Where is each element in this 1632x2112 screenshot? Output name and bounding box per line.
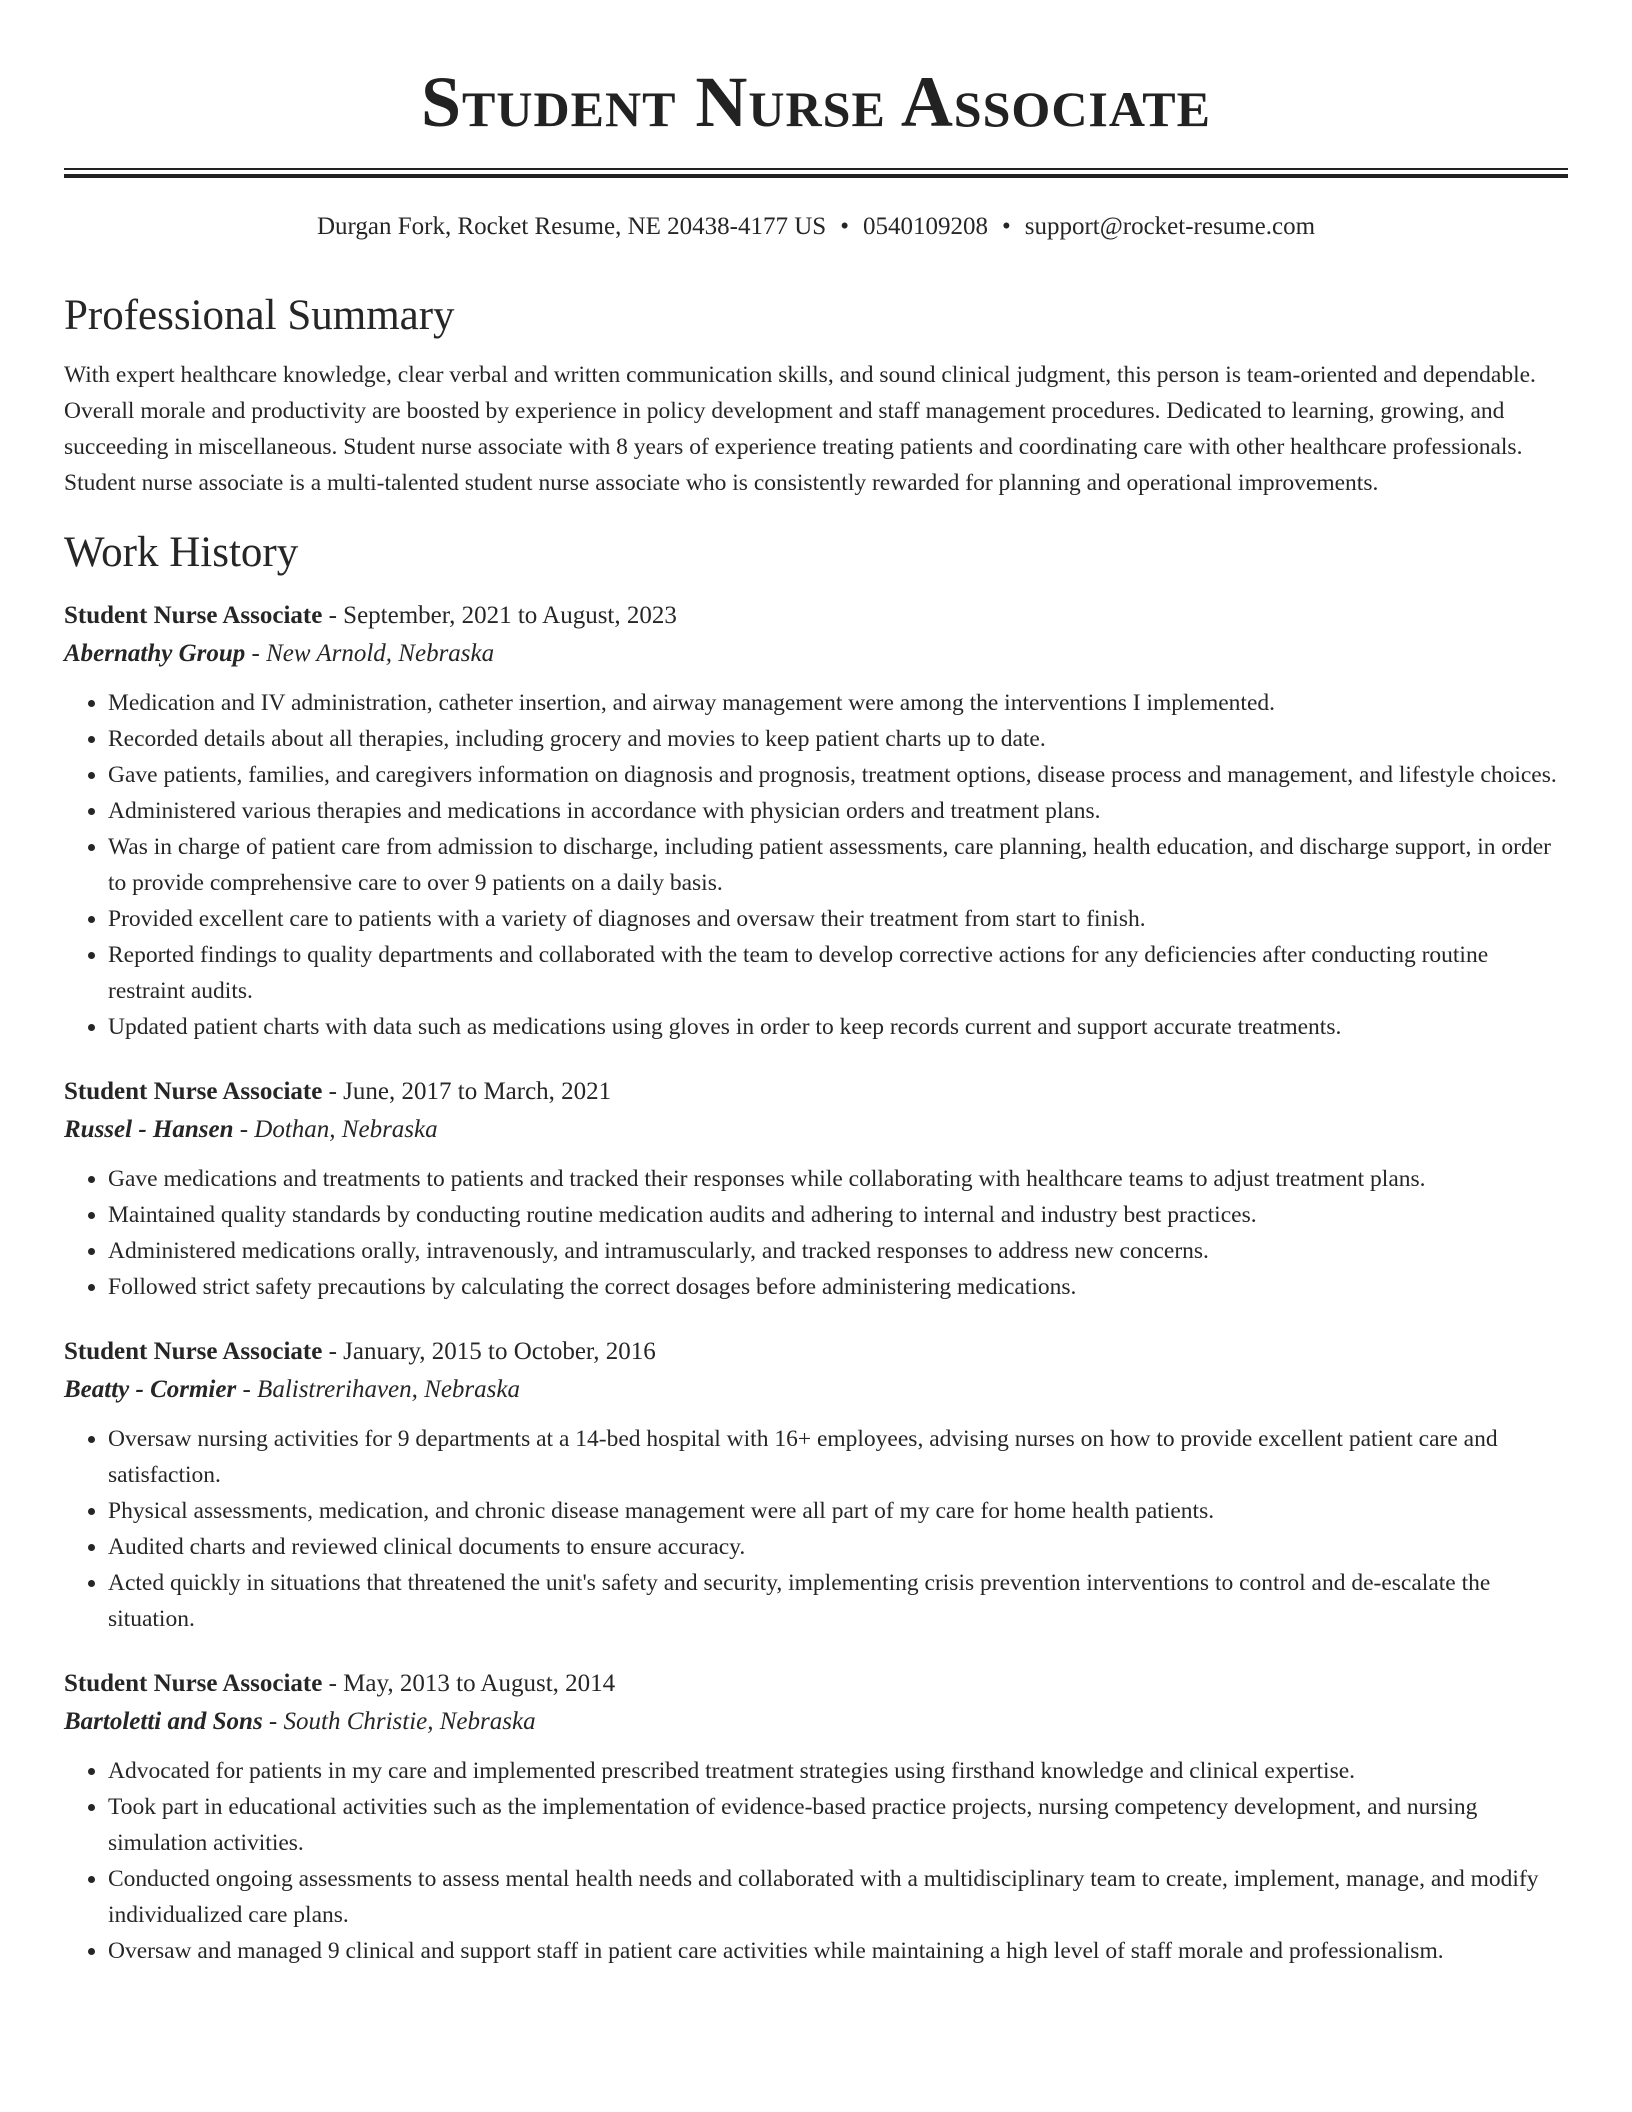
job-bullet-item: • Acted quickly in situations that threatened the unit's safety and security, implementing crisis prevention interventions to control and de-escalate the situation.	[108, 1565, 1568, 1637]
summary-heading: Professional Summary	[64, 292, 455, 339]
job-company: Beatty - Cormier	[64, 1375, 237, 1403]
job-bullet-item: • Medication and IV administration, catheter insertion, and airway management were among the interventions I implemented.	[108, 685, 1568, 721]
job-bullet-item: • Gave patients, families, and caregivers information on diagnosis and prognosis, treatment options, disease process and management, and lifestyle choices.	[108, 757, 1568, 793]
job-title: Student Nurse Associate	[64, 601, 323, 629]
job-company: Bartoletti and Sons	[64, 1707, 263, 1735]
job-company-line	[64, 1371, 1568, 1409]
job-bullet-item: • Recorded details about all therapies, including grocery and movies to keep patient charts up to date.	[108, 721, 1568, 757]
job-entry	[64, 1073, 1568, 1305]
contact-line	[64, 212, 1568, 242]
job-bullet-item: • Oversaw and managed 9 clinical and support staff in patient care activities while maintaining a high level of staff morale and professionalism.	[108, 1933, 1568, 1969]
job-bullet-item: • Took part in educational activities such as the implementation of evidence-based practice projects, nursing competency development, and nursing simulation activities.	[108, 1789, 1568, 1861]
job-bullet-item: • Updated patient charts with data such as medications using gloves in order to keep records current and support accurate treatments.	[108, 1009, 1568, 1045]
job-title-line	[64, 1333, 1568, 1371]
job-bullet-item: • Reported findings to quality departments and collaborated with the team to develop corrective actions for any deficiencies after conducting routine restraint audits.	[108, 937, 1568, 1009]
contact-address: Durgan Fork, Rocket Resume, NE 20438-4177 US	[316, 213, 827, 240]
job-dates: - January, 2015 to October, 2016	[322, 1337, 656, 1365]
job-entry	[64, 1665, 1568, 1969]
job-dates: - May, 2013 to August, 2014	[322, 1669, 616, 1697]
job-company-line	[64, 1111, 1568, 1149]
job-dates: - June, 2017 to March, 2021	[322, 1077, 612, 1105]
job-location: - Dothan, Nebraska	[233, 1115, 438, 1143]
job-title-line	[64, 1073, 1568, 1111]
job-bullet-item: • Provided excellent care to patients with a variety of diagnoses and oversaw their treatment from start to finish.	[108, 901, 1568, 937]
work-history-list	[64, 597, 1568, 1969]
job-bullet-item: • Was in charge of patient care from admission to discharge, including patient assessments, care planning, health education, and discharge support, in order to provide comprehensive care to over 9 patients on a daily basis.	[108, 829, 1568, 901]
job-bullet-item: • Audited charts and reviewed clinical documents to ensure accuracy.	[108, 1529, 1568, 1565]
job-bullet-item: • Administered various therapies and medications in accordance with physician orders and treatment plans.	[108, 793, 1568, 829]
work-history-heading: Work History	[64, 529, 299, 577]
job-bullet-item: • Physical assessments, medication, and chronic disease management were all part of my care for home health patients.	[108, 1493, 1568, 1529]
job-location: - Balistrerihaven, Nebraska	[236, 1375, 520, 1403]
job-bullet-item: • Maintained quality standards by conducting routine medication audits and adhering to internal and industry best practices.	[108, 1197, 1568, 1233]
job-bullet-item: • Advocated for patients in my care and implemented prescribed treatment strategies using firsthand knowledge and clinical expertise.	[108, 1753, 1568, 1789]
job-title: Student Nurse Associate	[64, 1337, 323, 1365]
contact-phone: 0540109208	[862, 213, 988, 240]
job-bullets	[64, 1753, 1568, 1969]
job-title: Student Nurse Associate	[64, 1669, 323, 1697]
job-bullets	[64, 1421, 1568, 1637]
job-bullets	[64, 685, 1568, 1045]
resume-name: Student Nurse Associate	[421, 62, 1211, 142]
job-company-line	[64, 635, 1568, 673]
contact-separator: •	[1001, 213, 1011, 240]
job-entry	[64, 597, 1568, 1045]
summary-text: With expert healthcare knowledge, clear verbal and written communication skills, and sound clinical judgment, this person is team-oriented and dependable. Overall morale and productivity are boosted by experience in policy development and staff management procedures. Dedicated to learning, growing, and succeeding in miscellaneous. Student nurse associate with 8 years of experience treating patients and coordinating care with other healthcare professionals. Student nurse associate is a multi-talented student nurse associate who is consistently rewarded for planning and operational improvements.	[64, 362, 1536, 497]
job-location: - New Arnold, Nebraska	[245, 639, 495, 667]
job-title-line	[64, 597, 1568, 635]
contact-email[interactable]: support@rocket-resume.com	[1024, 213, 1316, 240]
job-company: Russel - Hansen	[64, 1115, 234, 1143]
job-title-line	[64, 1665, 1568, 1703]
job-title: Student Nurse Associate	[64, 1077, 323, 1105]
job-bullet-item: • Administered medications orally, intravenously, and intramuscularly, and tracked responses to address new concerns.	[108, 1233, 1568, 1269]
job-company: Abernathy Group	[64, 639, 246, 667]
job-bullet-item: • Conducted ongoing assessments to assess mental health needs and collaborated with a multidisciplinary team to create, implement, manage, and modify individualized care plans.	[108, 1861, 1568, 1933]
job-bullet-item: • Oversaw nursing activities for 9 departments at a 14-bed hospital with 16+ employees, advising nurses on how to provide excellent patient care and satisfaction.	[108, 1421, 1568, 1493]
job-bullet-item: • Followed strict safety precautions by calculating the correct dosages before administering medications.	[108, 1269, 1568, 1305]
job-dates: - September, 2021 to August, 2023	[322, 601, 677, 629]
job-location: - South Christie, Nebraska	[262, 1707, 536, 1735]
job-bullet-item: • Gave medications and treatments to patients and tracked their responses while collaborating with healthcare teams to adjust treatment plans.	[108, 1161, 1568, 1197]
job-company-line	[64, 1703, 1568, 1741]
job-bullets	[64, 1161, 1568, 1305]
header-divider	[64, 168, 1568, 178]
job-entry	[64, 1333, 1568, 1637]
contact-separator: •	[840, 213, 849, 240]
